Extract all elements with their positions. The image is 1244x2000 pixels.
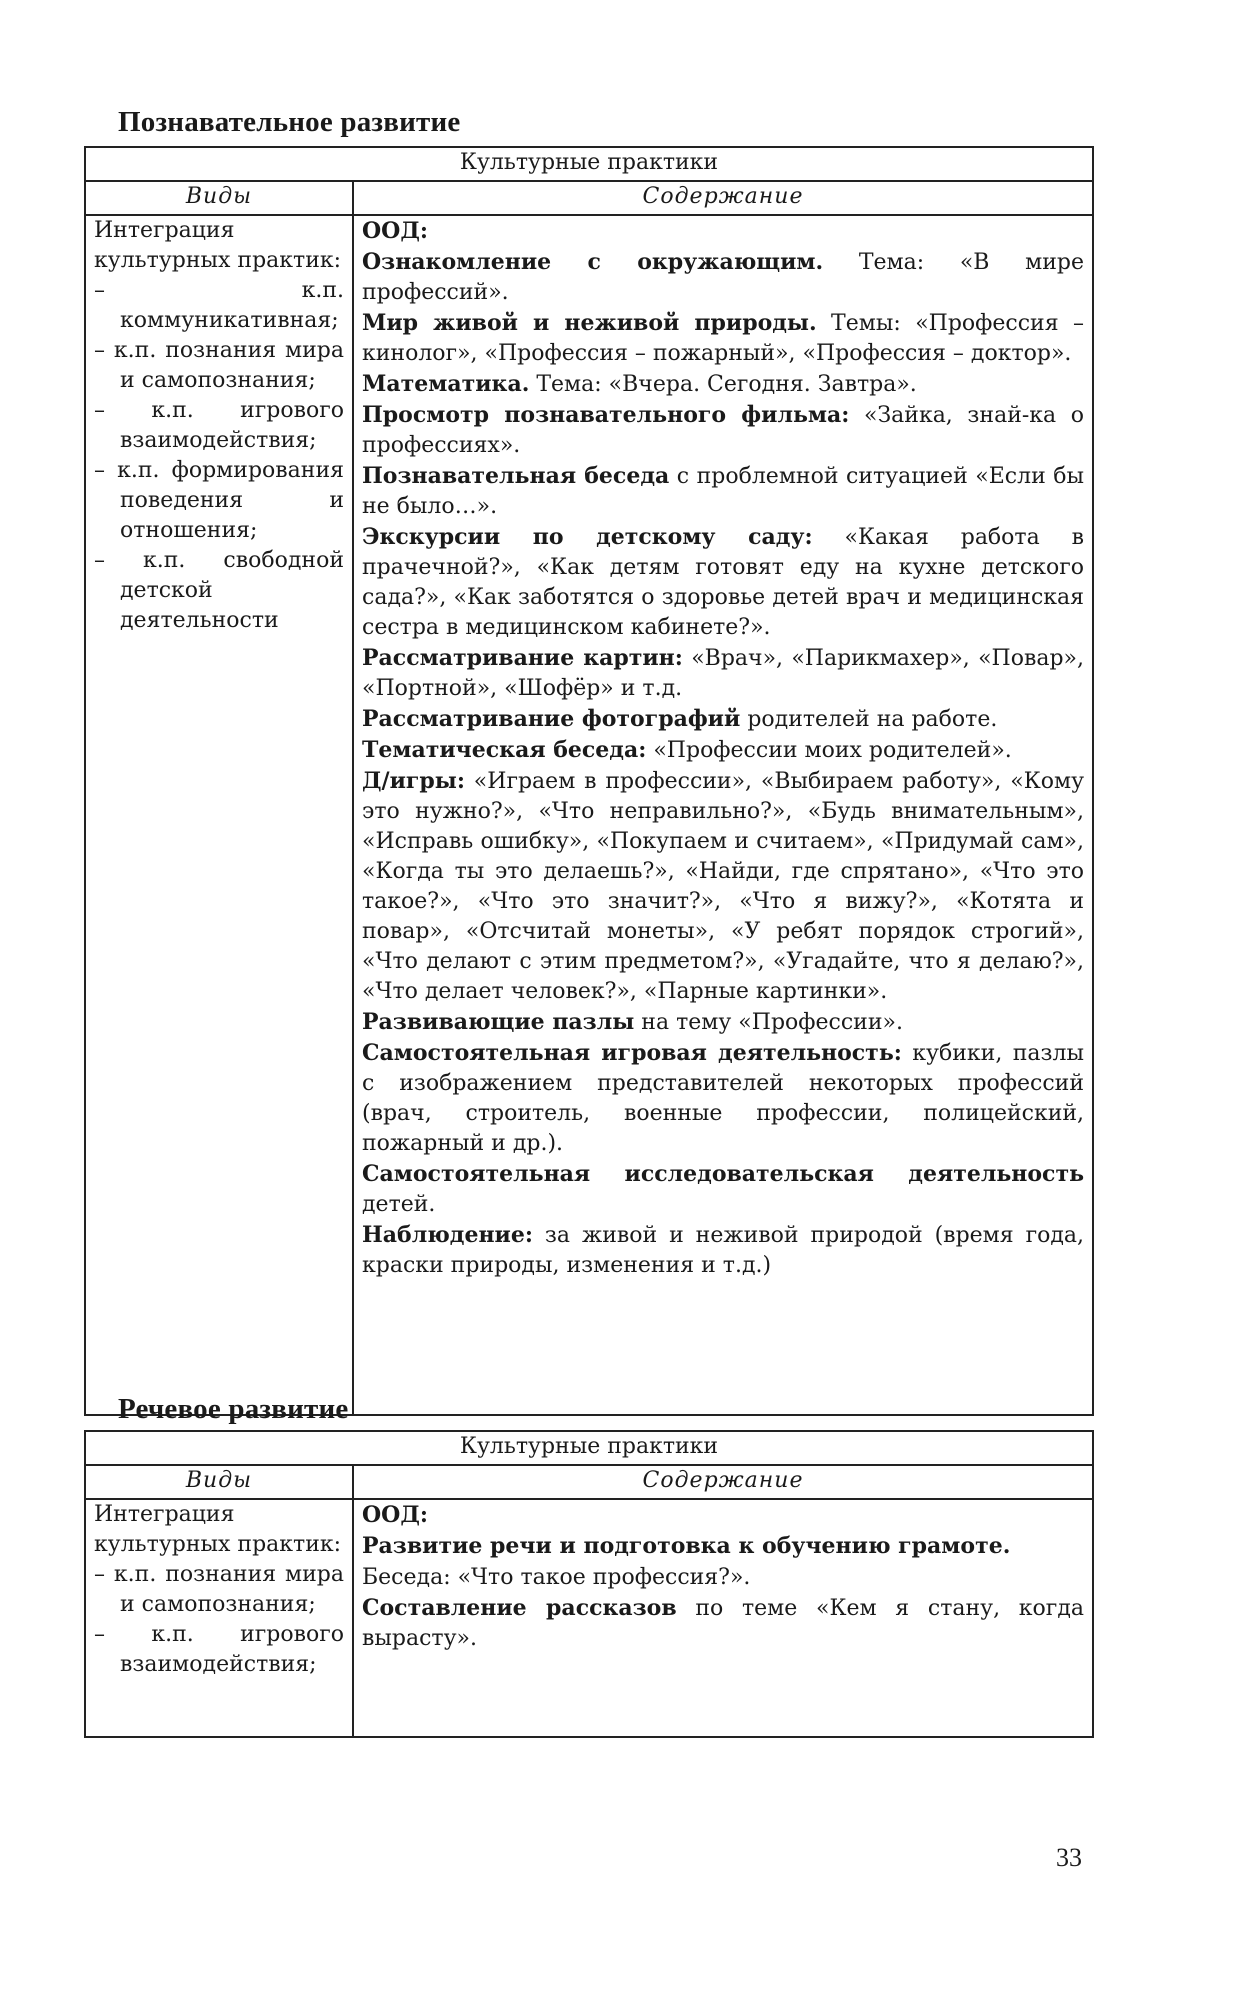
kinds-item: – к.п. формирования поведения и отношения; bbox=[94, 458, 344, 543]
page-number: 33 bbox=[1056, 1843, 1082, 1872]
content-entry: Самостоятельная игровая деятельность: кубики, пазлы с изображением представителей некоторых профессий (врач, строитель, военные профессии, полицейский, пожарный и др.). bbox=[362, 1040, 1085, 1156]
content-cell bbox=[353, 1499, 1093, 1737]
column-header-kinds: Виды bbox=[85, 181, 353, 215]
column-header-content: Содержание bbox=[353, 181, 1093, 215]
content-entry: Экскурсии по детскому саду: «Какая работа в прачечной?», «Как детям готовят еду на кухне детского сада?», «Как заботятся о здоровье детей врач и медицинская сестра в медицинском кабинете?». bbox=[362, 524, 1085, 640]
content-cell bbox=[353, 215, 1093, 1415]
content-entry: Д/игры: «Играем в профессии», «Выбираем работу», «Кому это нужно?», «Что неправильно?», «Будь внимательным», «Исправь ошибку», «Покупаем и считаем», «Придумай сам», «Когда ты это делаешь?», «Найди, где спрятано», «Что это такое?», «Что это значит?», «Что я вижу?», «Котята и повар», «Отсчитай монеты», «У ребят порядок строгий», «Что делают с этим предметом?», «Угадайте, что я делаю?», «Что делает человек?», «Парные картинки». bbox=[362, 768, 1085, 1004]
content-entry: Мир живой и неживой природы. Темы: «Профессия – кинолог», «Профессия – пожарный», «Профессия – доктор». bbox=[362, 310, 1085, 366]
content-entry: Беседа: «Что такое профессия?». bbox=[362, 1565, 751, 1590]
content-entry: Познавательная беседа с проблемной ситуацией «Если бы не было…». bbox=[362, 463, 1084, 519]
table-caption: Культурные практики bbox=[85, 1431, 1093, 1465]
kinds-item: – к.п. игрового взаимодействия; bbox=[94, 398, 344, 453]
kinds-item: – к.п. познания мира и самопознания; bbox=[94, 338, 344, 393]
kinds-item: – к.п. познания мира и самопознания; bbox=[94, 1562, 344, 1617]
section-title-cognitive: Познавательное развитие bbox=[118, 106, 461, 138]
kinds-lead: Интеграция культурных практик: bbox=[94, 218, 342, 273]
kinds-item: – к.п. свободной детской деятельности bbox=[94, 548, 344, 633]
column-header-kinds: Виды bbox=[85, 1465, 353, 1499]
kinds-lead: Интеграция культурных практик: bbox=[94, 1502, 342, 1557]
kinds-item: – к.п. игрового взаимодействия; bbox=[94, 1622, 344, 1677]
content-entry: Развивающие пазлы на тему «Профессии». bbox=[362, 1009, 903, 1035]
content-entry: Тематическая беседа: «Профессии моих родителей». bbox=[362, 737, 1012, 763]
column-header-content: Содержание bbox=[353, 1465, 1093, 1499]
content-entry: ООД: bbox=[362, 218, 429, 244]
content-entry: Самостоятельная исследовательская деятельность детей. bbox=[362, 1161, 1085, 1217]
content-entry: Наблюдение: за живой и неживой природой (время года, краски природы, изменения и т.д.) bbox=[362, 1222, 1085, 1278]
content-entry: Просмотр познавательного фильма: «Зайка, знай-ка о профессиях». bbox=[362, 402, 1085, 458]
speech-practices-table bbox=[84, 1430, 1094, 1738]
content-entry: Рассматривание фотографий родителей на работе. bbox=[362, 706, 998, 732]
content-entry: Математика. Тема: «Вчера. Сегодня. Завтра». bbox=[362, 371, 917, 397]
content-entry: ООД: bbox=[362, 1502, 429, 1528]
table-caption: Культурные практики bbox=[85, 147, 1093, 181]
content-entry: Ознакомление с окружающим. Тема: «В мире профессий». bbox=[362, 249, 1085, 305]
content-entry: Составление рассказов по теме «Кем я стану, когда вырасту». bbox=[362, 1595, 1084, 1651]
kinds-cell bbox=[85, 1499, 353, 1737]
kinds-cell bbox=[85, 215, 353, 1415]
content-entry: Рассматривание картин: «Врач», «Парикмахер», «Повар», «Портной», «Шофёр» и т.д. bbox=[362, 645, 1085, 701]
kinds-item: – к.п. коммуникативная; bbox=[94, 278, 344, 333]
section-title-speech: Речевое развитие bbox=[118, 1393, 349, 1425]
cognitive-practices-table bbox=[84, 146, 1094, 1416]
content-entry: Развитие речи и подготовка к обучению грамоте. bbox=[362, 1533, 1011, 1559]
